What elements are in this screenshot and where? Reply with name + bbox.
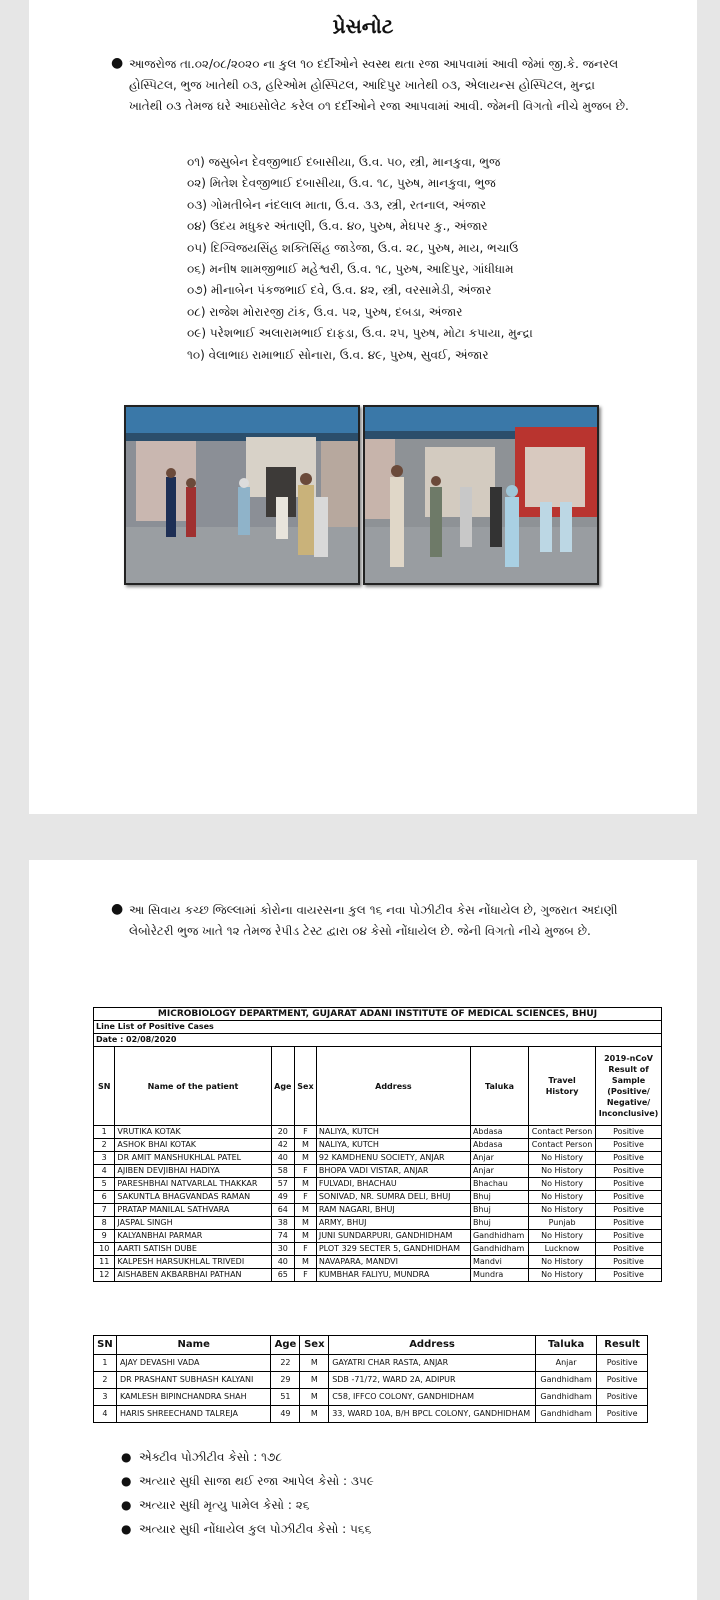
table-cell: M <box>300 1355 329 1372</box>
table-row <box>94 1269 662 1282</box>
column-header: Address <box>316 1047 470 1126</box>
table-cell: 30 <box>271 1243 294 1256</box>
table-cell: Bhuj <box>470 1204 528 1217</box>
table-cell: Positive <box>596 1126 662 1139</box>
table-cell: ASHOK BHAI KOTAK <box>115 1139 271 1152</box>
table-cell: Positive <box>596 1230 662 1243</box>
table-cell: M <box>295 1152 317 1165</box>
bullet-icon: ● <box>111 901 124 917</box>
table-cell: BHOPA VADI VISTAR, ANJAR <box>316 1165 470 1178</box>
table-cell: 6 <box>94 1191 115 1204</box>
discharge-intro-text: આજરોજ તા.૦૨/૦૮/૨૦૨૦ ના કુલ ૧૦ દર્દીઓને સ્વસ્થ થતા રજા આપવામાં આવી જેમાં જી.કે. જનરલ હોસ્પિટલ, ભુજ ખાતેથી ૦૩, હરિઓમ હોસ્પિટલ, આદિપુર ખાતેથી ૦૩, એલાયન્સ હોસ્પિટલ, મુન્દ્રા ખાતેથી ૦૩ તેમજ ઘરે આઇસોલેટ કરેલ ૦૧ દર્દીઓને રજા આપવામાં આવી. જેમની વિગતો નીચે મુજબ છે. <box>129 57 629 113</box>
table-cell: Positive <box>597 1406 648 1423</box>
table-row <box>94 1178 662 1191</box>
table-cell: Positive <box>596 1178 662 1191</box>
table-cell: Anjar <box>470 1152 528 1165</box>
list-item: ૦૩) ગોમતીબેન નંદલાલ માતા, ઉ.વ. ૩૩, સ્ત્રી, રતનાલ, અંજાર <box>187 197 487 212</box>
table-cell: M <box>295 1139 317 1152</box>
column-header: Sex <box>295 1047 317 1126</box>
table-cell: Gandhidham <box>535 1406 596 1423</box>
table-cell: KAMLESH BIPINCHANDRA SHAH <box>116 1389 271 1406</box>
table-header-row <box>94 1047 662 1126</box>
new-cases-intro-text: આ સિવાય કચ્છ જિલ્લામાં કોરોના વાયરસના કુલ ૧૬ નવા પોઝીટીવ કેસ નોંધાયેલ છે, ગુજરાત અદાણી લેબોરેટરી ભુજ ખાતે ૧૨ તેમજ રેપીડ ટેસ્ટ દ્વારા ૦૪ કેસો નોંધાયેલ છે. જેની વિગતો નીચે મુજબ છે. <box>129 903 618 938</box>
table-cell: Positive <box>596 1204 662 1217</box>
table-row <box>94 1165 662 1178</box>
table-cell: M <box>295 1178 317 1191</box>
case-summary-list <box>121 1445 374 1541</box>
table-cell: 40 <box>271 1256 294 1269</box>
table-subtitle: Line List of Positive Cases <box>94 1021 662 1034</box>
press-note-page-1 <box>29 0 697 814</box>
table-cell: Positive <box>597 1355 648 1372</box>
list-item: ૦૭) મીનાબેન પંકજભાઈ દવે, ઉ.વ. ૪૨, સ્ત્રી, વરસામેડી, અંજાર <box>187 283 492 298</box>
list-item: ૦૪) ઉદય મધુકર અંતાણી, ઉ.વ. ૪૦, પુરુષ, મેઘપર કુ., અંજાર <box>187 219 488 234</box>
table-cell: Positive <box>597 1372 648 1389</box>
table-cell: No History <box>529 1165 596 1178</box>
table-cell: Positive <box>596 1152 662 1165</box>
column-header: Travel History <box>529 1047 596 1126</box>
table-cell: Gandhidham <box>535 1389 596 1406</box>
column-header: Result <box>597 1336 648 1355</box>
table-cell: Positive <box>596 1243 662 1256</box>
table-cell: 3 <box>94 1389 117 1406</box>
table-row <box>94 1389 648 1406</box>
summary-recovered-cases: અત્યાર સુધી સાજા થઈ રજા આપેલ કેસો : ૩૫૯ <box>139 1474 374 1488</box>
table-cell: Positive <box>596 1269 662 1282</box>
table-cell: No History <box>529 1269 596 1282</box>
bullet-icon: ● <box>111 55 124 71</box>
table-cell: 64 <box>271 1204 294 1217</box>
column-header: Age <box>271 1336 300 1355</box>
table-cell: 22 <box>271 1355 300 1372</box>
rapid-test-cases-table <box>93 1335 648 1423</box>
table-cell: Mandvi <box>470 1256 528 1269</box>
table-cell: SAKUNTLA BHAGVANDAS RAMAN <box>115 1191 271 1204</box>
table-row <box>94 1191 662 1204</box>
column-header: 2019-nCoV Result of Sample (Positive/ Negative/ Inconclusive) <box>596 1047 662 1126</box>
table-cell: 20 <box>271 1126 294 1139</box>
discharge-photo-left <box>124 405 360 585</box>
table-cell: JUNI SUNDARPURI, GANDHIDHAM <box>316 1230 470 1243</box>
table-cell: 40 <box>271 1152 294 1165</box>
table-cell: No History <box>529 1152 596 1165</box>
table-row <box>94 1126 662 1139</box>
table-cell: Mundra <box>470 1269 528 1282</box>
table-cell: Lucknow <box>529 1243 596 1256</box>
table-cell: 42 <box>271 1139 294 1152</box>
discharged-patient-list <box>187 152 533 366</box>
press-note-page-2 <box>29 860 697 1600</box>
table-row <box>94 1152 662 1165</box>
list-item <box>121 1445 374 1469</box>
discharge-photo-right-image <box>365 407 597 583</box>
table-cell: DR AMIT MANSHUKHLAL PATEL <box>115 1152 271 1165</box>
summary-deaths: અત્યાર સુધી મૃત્યુ પામેલ કેસો : ૨૬ <box>139 1498 310 1512</box>
table-cell: 11 <box>94 1256 115 1269</box>
table-row <box>94 1406 648 1423</box>
table-cell: 4 <box>94 1406 117 1423</box>
table-cell: No History <box>529 1191 596 1204</box>
table-date: Date : 02/08/2020 <box>94 1034 662 1047</box>
table-title: MICROBIOLOGY DEPARTMENT, GUJARAT ADANI INSTITUTE OF MEDICAL SCIENCES, BHUJ <box>94 1008 662 1021</box>
table-cell: PARESHBHAI NATVARLAL THAKKAR <box>115 1178 271 1191</box>
page-title: પ્રેસનોટ <box>332 14 394 38</box>
table-cell: KALPESH HARSUKHLAL TRIVEDI <box>115 1256 271 1269</box>
table-row <box>94 1230 662 1243</box>
table-cell: 74 <box>271 1230 294 1243</box>
table-row <box>94 1204 662 1217</box>
table-cell: M <box>300 1389 329 1406</box>
table-cell: Contact Person <box>529 1126 596 1139</box>
column-header: SN <box>94 1047 115 1126</box>
table-cell: 5 <box>94 1178 115 1191</box>
table-cell: F <box>295 1269 317 1282</box>
table-body <box>94 1355 648 1423</box>
table-cell: JASPAL SINGH <box>115 1217 271 1230</box>
table-cell: 57 <box>271 1178 294 1191</box>
table-cell: No History <box>529 1256 596 1269</box>
list-item <box>121 1469 374 1493</box>
table-cell: SONIVAD, NR. SUMRA DELI, BHUJ <box>316 1191 470 1204</box>
table-cell: KUMBHAR FALIYU, MUNDRA <box>316 1269 470 1282</box>
table-cell: Bhuj <box>470 1217 528 1230</box>
table-cell: DR PRASHANT SUBHASH KALYANI <box>116 1372 271 1389</box>
table-cell: Gandhidham <box>535 1372 596 1389</box>
table-cell: Abdasa <box>470 1139 528 1152</box>
table-cell: C58, IFFCO COLONY, GANDHIDHAM <box>329 1389 536 1406</box>
table-cell: 49 <box>271 1406 300 1423</box>
table-cell: 65 <box>271 1269 294 1282</box>
table-cell: SDB -71/72, WARD 2A, ADIPUR <box>329 1372 536 1389</box>
column-header: Sex <box>300 1336 329 1355</box>
list-item <box>121 1493 374 1517</box>
list-item: ૦૧) જસુબેન દેવજીભાઈ દબાસીયા, ઉ.વ. ૫૦, સ્ત્રી, માનકુવા, ભુજ <box>187 155 501 169</box>
table-cell: AISHABEN AKBARBHAI PATHAN <box>115 1269 271 1282</box>
table-cell: F <box>295 1126 317 1139</box>
table-cell: M <box>295 1230 317 1243</box>
table-cell: Positive <box>596 1217 662 1230</box>
table-row <box>94 1217 662 1230</box>
table-cell: 2 <box>94 1139 115 1152</box>
table-row <box>94 1139 662 1152</box>
table-cell: RAM NAGARI, BHUJ <box>316 1204 470 1217</box>
table-cell: 33, WARD 10A, B/H BPCL COLONY, GANDHIDHAM <box>329 1406 536 1423</box>
table-row <box>94 1372 648 1389</box>
table-cell: No History <box>529 1230 596 1243</box>
table-cell: Gandhidham <box>470 1230 528 1243</box>
table-cell: 8 <box>94 1217 115 1230</box>
table-cell: PLOT 329 SECTER 5, GANDHIDHAM <box>316 1243 470 1256</box>
table-cell: Anjar <box>470 1165 528 1178</box>
table-cell: 4 <box>94 1165 115 1178</box>
table-cell: M <box>295 1217 317 1230</box>
bullet-icon: ● <box>121 1498 132 1512</box>
table-cell: 10 <box>94 1243 115 1256</box>
table-cell: 12 <box>94 1269 115 1282</box>
table-cell: Abdasa <box>470 1126 528 1139</box>
table-cell: Positive <box>596 1191 662 1204</box>
summary-active-cases: એક્ટીવ પોઝીટીવ કેસો : ૧૭૮ <box>139 1450 282 1464</box>
table-cell: 49 <box>271 1191 294 1204</box>
table-cell: AJIBEN DEVJIBHAI HADIYA <box>115 1165 271 1178</box>
column-header: Age <box>271 1047 294 1126</box>
table-cell: M <box>300 1406 329 1423</box>
table-cell: F <box>295 1191 317 1204</box>
discharge-photo-right <box>363 405 599 585</box>
table-cell: KALYANBHAI PARMAR <box>115 1230 271 1243</box>
table-cell: Positive <box>596 1256 662 1269</box>
column-header: Name of the patient <box>115 1047 271 1126</box>
table-cell: F <box>295 1243 317 1256</box>
table-cell: PRATAP MANILAL SATHVARA <box>115 1204 271 1217</box>
table-cell: AJAY DEVASHI VADA <box>116 1355 271 1372</box>
table-cell: Bhachau <box>470 1178 528 1191</box>
table-cell: 1 <box>94 1126 115 1139</box>
bullet-icon: ● <box>121 1522 132 1536</box>
table-cell: F <box>295 1165 317 1178</box>
list-item: ૦૯) પરેશભાઈ અલારામભાઈ દાફડા, ઉ.વ. ૨૫, પુરુષ, મોટા કપાયા, મુન્દ્રા <box>187 326 533 341</box>
table-cell: M <box>295 1204 317 1217</box>
list-item: ૧૦) વેલાભાઇ રામાભાઈ સોનારા, ઉ.વ. ૪૯, પુરુષ, સુવઈ, અંજાર <box>187 347 489 362</box>
table-cell: Gandhidham <box>470 1243 528 1256</box>
table-cell: ARMY, BHUJ <box>316 1217 470 1230</box>
table-cell: AARTI SATISH DUBE <box>115 1243 271 1256</box>
table-cell: NALIYA, KUTCH <box>316 1139 470 1152</box>
table-cell: NAVAPARA, MANDVI <box>316 1256 470 1269</box>
table-cell: 9 <box>94 1230 115 1243</box>
table-cell: 51 <box>271 1389 300 1406</box>
table-cell: 29 <box>271 1372 300 1389</box>
table-cell: Punjab <box>529 1217 596 1230</box>
table-cell: M <box>295 1256 317 1269</box>
table-cell: 2 <box>94 1372 117 1389</box>
table-body <box>94 1126 662 1282</box>
table-cell: 58 <box>271 1165 294 1178</box>
table-cell: Positive <box>597 1389 648 1406</box>
table-row <box>94 1243 662 1256</box>
table-cell: 92 KAMDHENU SOCIETY, ANJAR <box>316 1152 470 1165</box>
column-header: Taluka <box>470 1047 528 1126</box>
column-header: SN <box>94 1336 117 1355</box>
list-item <box>121 1517 374 1541</box>
table-cell: VRUTIKA KOTAK <box>115 1126 271 1139</box>
table-cell: 3 <box>94 1152 115 1165</box>
table-cell: HARIS SHREECHAND TALREJA <box>116 1406 271 1423</box>
discharge-photo-left-image <box>126 407 358 583</box>
table-cell: FULVADI, BHACHAU <box>316 1178 470 1191</box>
table-cell: Bhuj <box>470 1191 528 1204</box>
list-item: ૦૬) મનીષ શામજીભાઈ મહેશ્વરી, ઉ.વ. ૧૮, પુરુષ, આદિપુર, ગાંધીધામ <box>187 262 514 277</box>
list-item: ૦૨) મિતેશ દેવજીભાઈ દબાસીયા, ઉ.વ. ૧૮, પુરુષ, માનકુવા, ભુજ <box>187 176 496 191</box>
table-cell: Anjar <box>535 1355 596 1372</box>
column-header: Address <box>329 1336 536 1355</box>
table-cell: 1 <box>94 1355 117 1372</box>
table-cell: NALIYA, KUTCH <box>316 1126 470 1139</box>
table-cell: Positive <box>596 1139 662 1152</box>
list-item: ૦૫) દિગ્વિજયસિંહ શક્તિસિંહ જાડેજા, ઉ.વ. ૨૮, પુરુષ, માય, ભચાઉ <box>187 240 519 255</box>
table-cell: 38 <box>271 1217 294 1230</box>
table-header-row <box>94 1336 648 1355</box>
column-header: Name <box>116 1336 271 1355</box>
summary-total-cases: અત્યાર સુધી નોંધાયેલ કુલ પોઝીટીવ કેસો : ૫૬૬ <box>139 1522 372 1536</box>
bullet-icon: ● <box>121 1474 132 1488</box>
table-cell: 7 <box>94 1204 115 1217</box>
table-cell: No History <box>529 1204 596 1217</box>
column-header: Taluka <box>535 1336 596 1355</box>
lab-positive-cases-table <box>93 1007 662 1282</box>
table-cell: M <box>300 1372 329 1389</box>
table-cell: Positive <box>596 1165 662 1178</box>
list-item: ૦૮) રાજેશ મોરારજી ટાંક, ઉ.વ. ૫૨, પુરુષ, દબડા, અંજાર <box>187 304 463 319</box>
table-cell: GAYATRI CHAR RASTA, ANJAR <box>329 1355 536 1372</box>
table-cell: Contact Person <box>529 1139 596 1152</box>
table-row <box>94 1256 662 1269</box>
discharge-intro <box>111 54 629 117</box>
table-cell: No History <box>529 1178 596 1191</box>
table-row <box>94 1355 648 1372</box>
bullet-icon: ● <box>121 1450 132 1464</box>
new-cases-intro <box>111 900 629 942</box>
